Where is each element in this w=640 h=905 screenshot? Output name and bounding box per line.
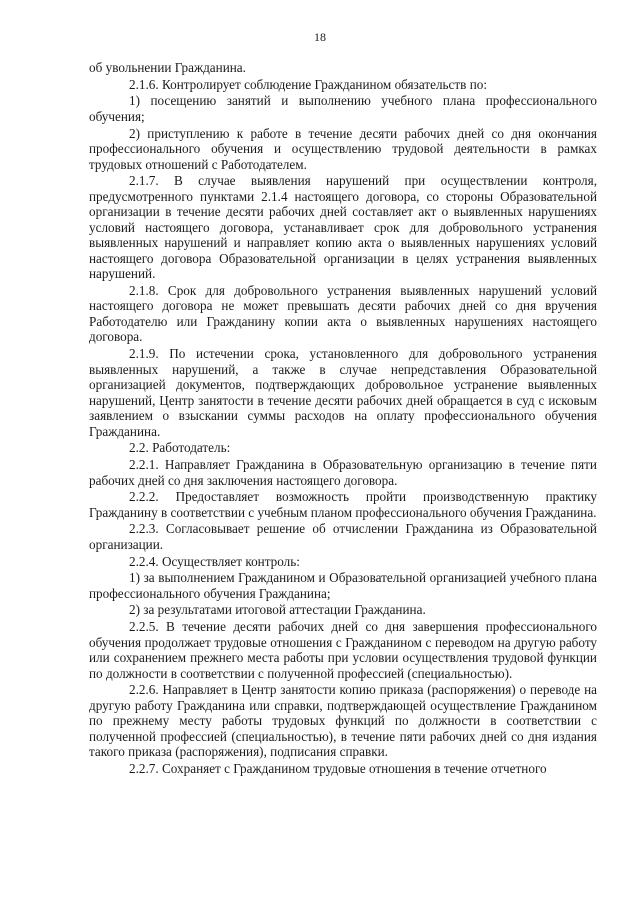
paragraph: 2.1.9. По истечении срока, установленного для добровольного устранения выявленных нарушений, а также в случае непредставления Образовательной организацией документов, подтверждающих добровольное устранение выявленных нарушений, Центр занятости в течение десяти рабочих дней обращается в суд с исковым заявлением о взыскании суммы расходов на оплату профессионального обучения Гражданина. bbox=[89, 346, 597, 439]
paragraph: 2.2. Работодатель: bbox=[129, 440, 231, 456]
paragraph: 2.2.5. В течение десяти рабочих дней со дня завершения профессионального обучения продолжает трудовые отношения с Гражданином с переводом на другую работу или сохранением прежнего места работы при условии осуществления трудовой функции по должности в соответствии с полученной профессией (специальностью). bbox=[89, 619, 597, 681]
paragraph: 2.2.7. Сохраняет с Гражданином трудовые отношения в течение отчетного bbox=[129, 761, 547, 776]
paragraph: 2) за результатами итоговой аттестации Гражданина. bbox=[129, 602, 426, 618]
paragraph: 1) за выполнением Гражданином и Образовательной организацией учебного плана профессионального обучения Гражданина; bbox=[89, 570, 597, 601]
paragraph: 1) посещению занятий и выполнению учебного плана профессионального обучения; bbox=[89, 93, 597, 124]
paragraph: 2.1.8. Срок для добровольного устранения выявленных нарушений условий настоящего договора не может превышать десяти рабочих дней со дня вручения Работодателю или Гражданину копии акта о выявленных нарушениях настоящего договора. bbox=[89, 282, 597, 345]
page-number: 18 bbox=[314, 30, 326, 44]
paragraph: 2.2.4. Осуществляет контроль: bbox=[129, 553, 300, 569]
paragraph: 2.2.3. Согласовывает решение об отчислении Гражданина из Образовательной организации. bbox=[89, 521, 597, 552]
paragraph: 2.2.6. Направляет в Центр занятости копию приказа (распоряжения) о переводе на другую работу Гражданина или справки, подтверждающей осуществление Гражданином по прежнему месту работы трудовых функций по должности в соответствии с полученной профессией (специальностью), в течение пяти рабочих дней со дня издания такого приказа (распоряжения), подписания справки. bbox=[89, 682, 597, 760]
paragraph: 2.1.7. В случае выявления нарушений при осуществлении контроля, предусмотренного пунктами 2.1.4 настоящего договора, со стороны Образовательной организации в течение десяти рабочих дней составляет акт о выявленных нарушениях условий настоящего договора, устанавливает срок для добровольного устранения выявленных нарушений и направляет копию акта о выявленных нарушениях условий настоящего договора Образовательной организации в целях устранения выявленных нарушений. bbox=[89, 173, 597, 282]
document-body bbox=[89, 60, 597, 777]
paragraph: 2.1.6. Контролирует соблюдение Гражданином обязательств по: bbox=[129, 76, 488, 92]
paragraph: 2) приступлению к работе в течение десяти рабочих дней со дня окончания профессионального обучения и осуществлению трудовой деятельности в рамках трудовых отношений с Работодателем. bbox=[89, 125, 597, 172]
paragraph: 2.2.1. Направляет Гражданина в Образовательную организацию в течение пяти рабочих дней со дня заключения настоящего договора. bbox=[89, 457, 597, 488]
paragraph: 2.2.2. Предоставляет возможность пройти производственную практику Гражданину в соответствии с учебным планом профессионального обучения Гражданина. bbox=[89, 489, 597, 520]
paragraph: об увольнении Гражданина. bbox=[89, 60, 246, 75]
